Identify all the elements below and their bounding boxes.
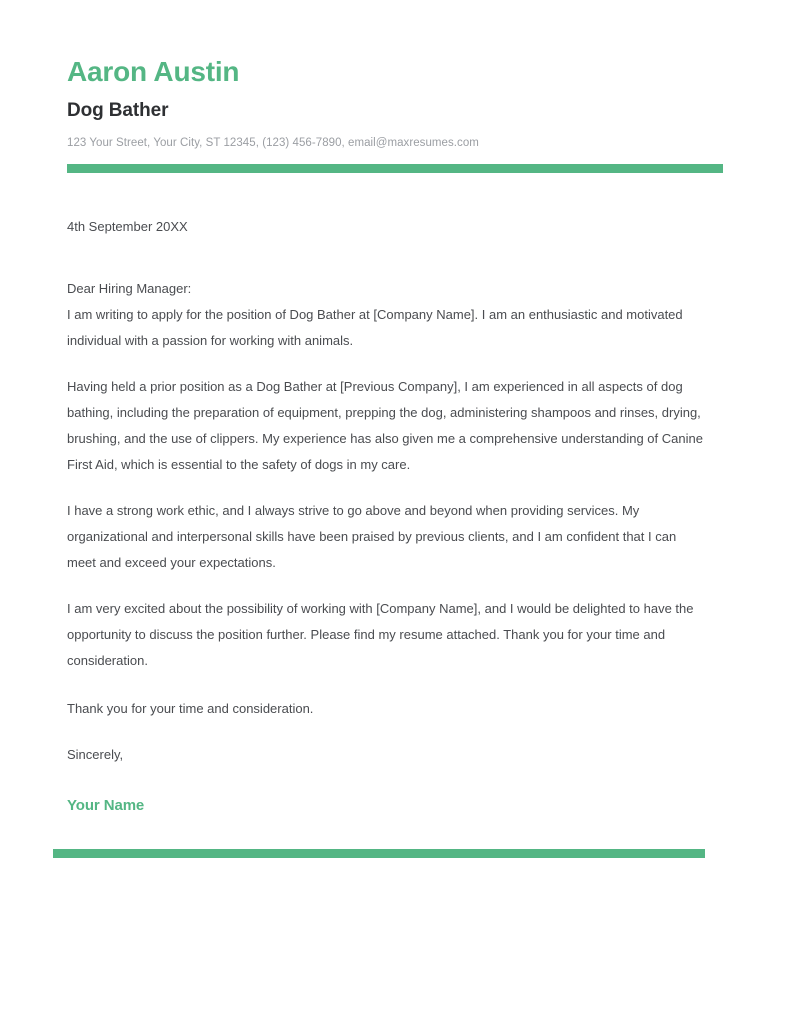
body-paragraph-4: I am very excited about the possibility of working with [Company Name], and I would be delighted to have the opportunity to discuss the position further. Please find my resume attached. Thank you for your time and consideration.	[67, 601, 694, 668]
candidate-job-title: Dog Bather	[67, 100, 169, 121]
signature-name: Your Name	[67, 797, 145, 814]
header-divider-rule	[67, 164, 723, 173]
candidate-name: Aaron Austin	[67, 56, 240, 87]
salutation: Dear Hiring Manager:	[67, 281, 192, 296]
body-paragraph-1: I am writing to apply for the position of Dog Bather at [Company Name]. I am an enthusiastic and motivated individual with a passion for working with animals.	[67, 307, 683, 348]
body-paragraph-3: I have a strong work ethic, and I always strive to go above and beyond when providing services. My organizational and interpersonal skills have been praised by previous clients, and I am confident that I can meet and exceed your expectations.	[67, 503, 677, 570]
closing-sign-off: Sincerely,	[67, 747, 124, 762]
body-paragraph-2: Having held a prior position as a Dog Bather at [Previous Company], I am experienced in all aspects of dog bathing, including the preparation of equipment, prepping the dog, administering shampoos and rinses, drying, brushing, and the use of clippers. My experience has also given me a comprehensive understanding of Canine First Aid, which is essential to the safety of dogs in my care.	[67, 379, 703, 472]
letter-body	[67, 216, 707, 817]
letter-header	[67, 55, 723, 151]
letter-date: 4th September 20XX	[67, 219, 188, 234]
contact-information: 123 Your Street, Your City, ST 12345, (123) 456-7890, email@maxresumes.com	[67, 137, 479, 149]
closing-thanks-line: Thank you for your time and consideration.	[67, 701, 314, 716]
footer-divider-rule	[53, 849, 705, 858]
